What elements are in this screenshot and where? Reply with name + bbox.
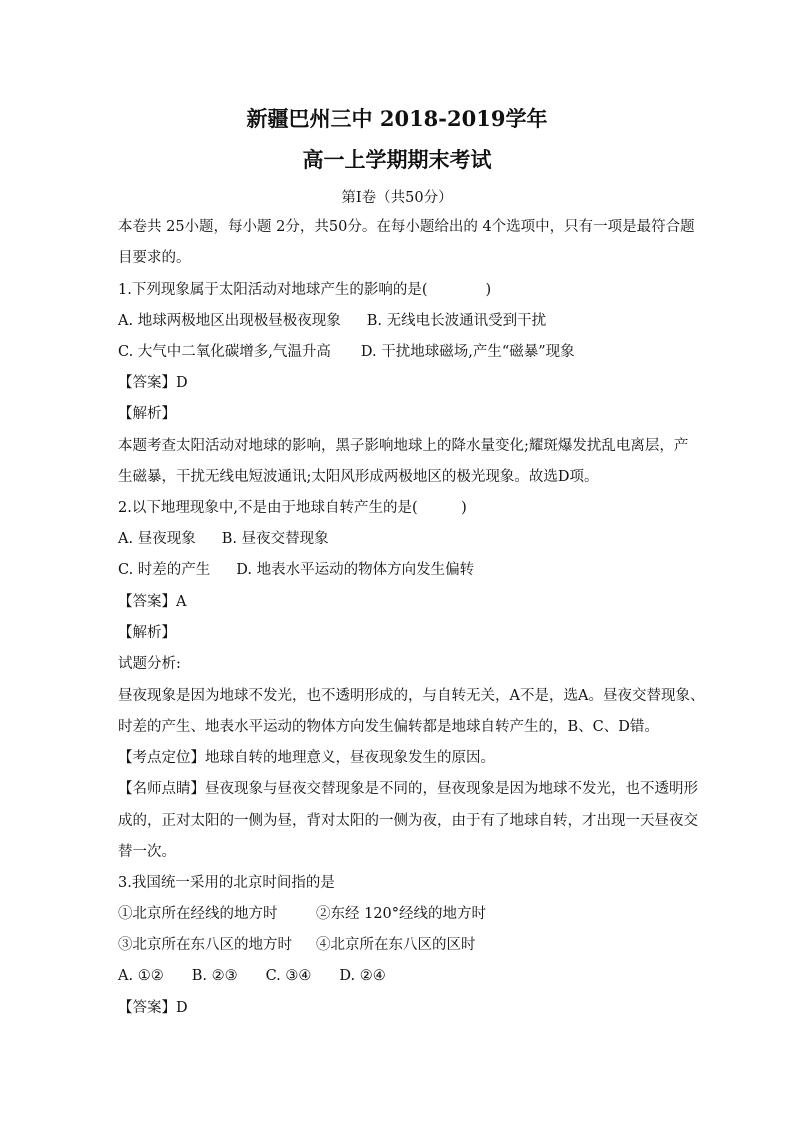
q2-options-row-2 xyxy=(118,560,694,580)
q2-options-row-1 xyxy=(118,529,694,549)
q1-option-c: C. 大气中二氧化碳增多,气温升高 xyxy=(118,344,331,360)
q2-option-c: C. 时差的产生 xyxy=(118,562,211,578)
q3-option-b: B. ②③ xyxy=(191,968,238,984)
q3-item-4: ④北京所在东八区的区时 xyxy=(316,937,476,953)
q3-items-row-2 xyxy=(118,935,694,955)
q2-analysis-label: 【解析】 xyxy=(118,625,176,641)
q1-options-row-2 xyxy=(118,342,694,362)
q1-option-d: D. 干扰地球磁场,产生“磁暴”现象 xyxy=(360,344,575,360)
q3-items-row-1 xyxy=(118,904,694,924)
q2-option-b: B. 昼夜交替现象 xyxy=(221,531,329,547)
q3-item-2: ②东经 120°经线的地方时 xyxy=(316,906,487,922)
q3-option-d: D. ②④ xyxy=(339,968,386,984)
q2-analysis-line-2: 时差的产生、地表水平运动的物体方向发生偏转都是地球自转产生的，B、C、D错。 xyxy=(118,719,659,735)
q2-option-d: D. 地表水平运动的物体方向发生偏转 xyxy=(236,562,475,578)
q1-analysis-line-1: 本题考查太阳活动对地球的影响，黑子影响地球上的降水量变化;耀斑爆发扰乱电离层，产 xyxy=(118,438,689,454)
q3-stem: 3.我国统一采用的北京时间指的是 xyxy=(118,875,335,891)
q3-option-c: C. ③④ xyxy=(265,968,312,984)
q2-mingshi-line-3: 替一次。 xyxy=(118,844,176,860)
q1-options-row-1 xyxy=(118,311,694,331)
q3-item-1: ①北京所在经线的地方时 xyxy=(118,906,278,922)
q2-stem: 2.以下地理现象中,不是由于地球自转产生的是( ) xyxy=(118,500,467,516)
q2-option-a: A. 昼夜现象 xyxy=(118,531,196,547)
q1-stem: 1.下列现象属于太阳活动对地球产生的影响的是( ) xyxy=(118,282,492,298)
q1-analysis-line-2: 生磁暴，干扰无线电短波通讯;太阳风形成两极地区的极光现象。故选D项。 xyxy=(118,469,599,485)
intro-line-1: 本卷共 25小题，每小题 2分，共50分。在每小题给出的 4个选项中，只有一项是最符合题 xyxy=(118,219,695,235)
q2-analysis-intro: 试题分析: xyxy=(118,656,181,672)
document-title: 新疆巴州三中 2018-2019学年 xyxy=(246,106,548,131)
q1-analysis-label: 【解析】 xyxy=(118,406,176,422)
document-subtitle: 高一上学期期末考试 xyxy=(302,147,492,172)
q2-mingshi-line-1: 【名师点睛】昼夜现象与昼夜交替现象是不同的，昼夜现象是因为地球不发光，也不透明形 xyxy=(118,781,698,797)
intro-line-2: 目要求的。 xyxy=(118,250,191,266)
q2-answer: 【答案】A xyxy=(118,594,187,610)
section-heading: 第Ⅰ卷（共50分） xyxy=(341,190,453,206)
q2-kaodian: 【考点定位】地球自转的地理意义，昼夜现象发生的原因。 xyxy=(118,750,495,766)
q3-options-row xyxy=(118,966,694,986)
q3-option-a: A. ①② xyxy=(118,968,164,984)
q1-option-a: A. 地球两极地区出现极昼极夜现象 xyxy=(118,313,341,329)
q3-item-3: ③北京所在东八区的地方时 xyxy=(118,937,292,953)
q1-option-b: B. 无线电长波通讯受到干扰 xyxy=(366,313,547,329)
q2-mingshi-line-2: 成的，正对太阳的一侧为昼，背对太阳的一侧为夜，由于有了地球自转，才出现一天昼夜交 xyxy=(118,813,698,829)
q2-analysis-line-1: 昼夜现象是因为地球不发光，也不透明形成的，与自转无关，A不是，选A。昼夜交替现象、 xyxy=(118,688,705,704)
q1-answer: 【答案】D xyxy=(118,375,188,391)
q3-answer: 【答案】D xyxy=(118,1000,188,1016)
